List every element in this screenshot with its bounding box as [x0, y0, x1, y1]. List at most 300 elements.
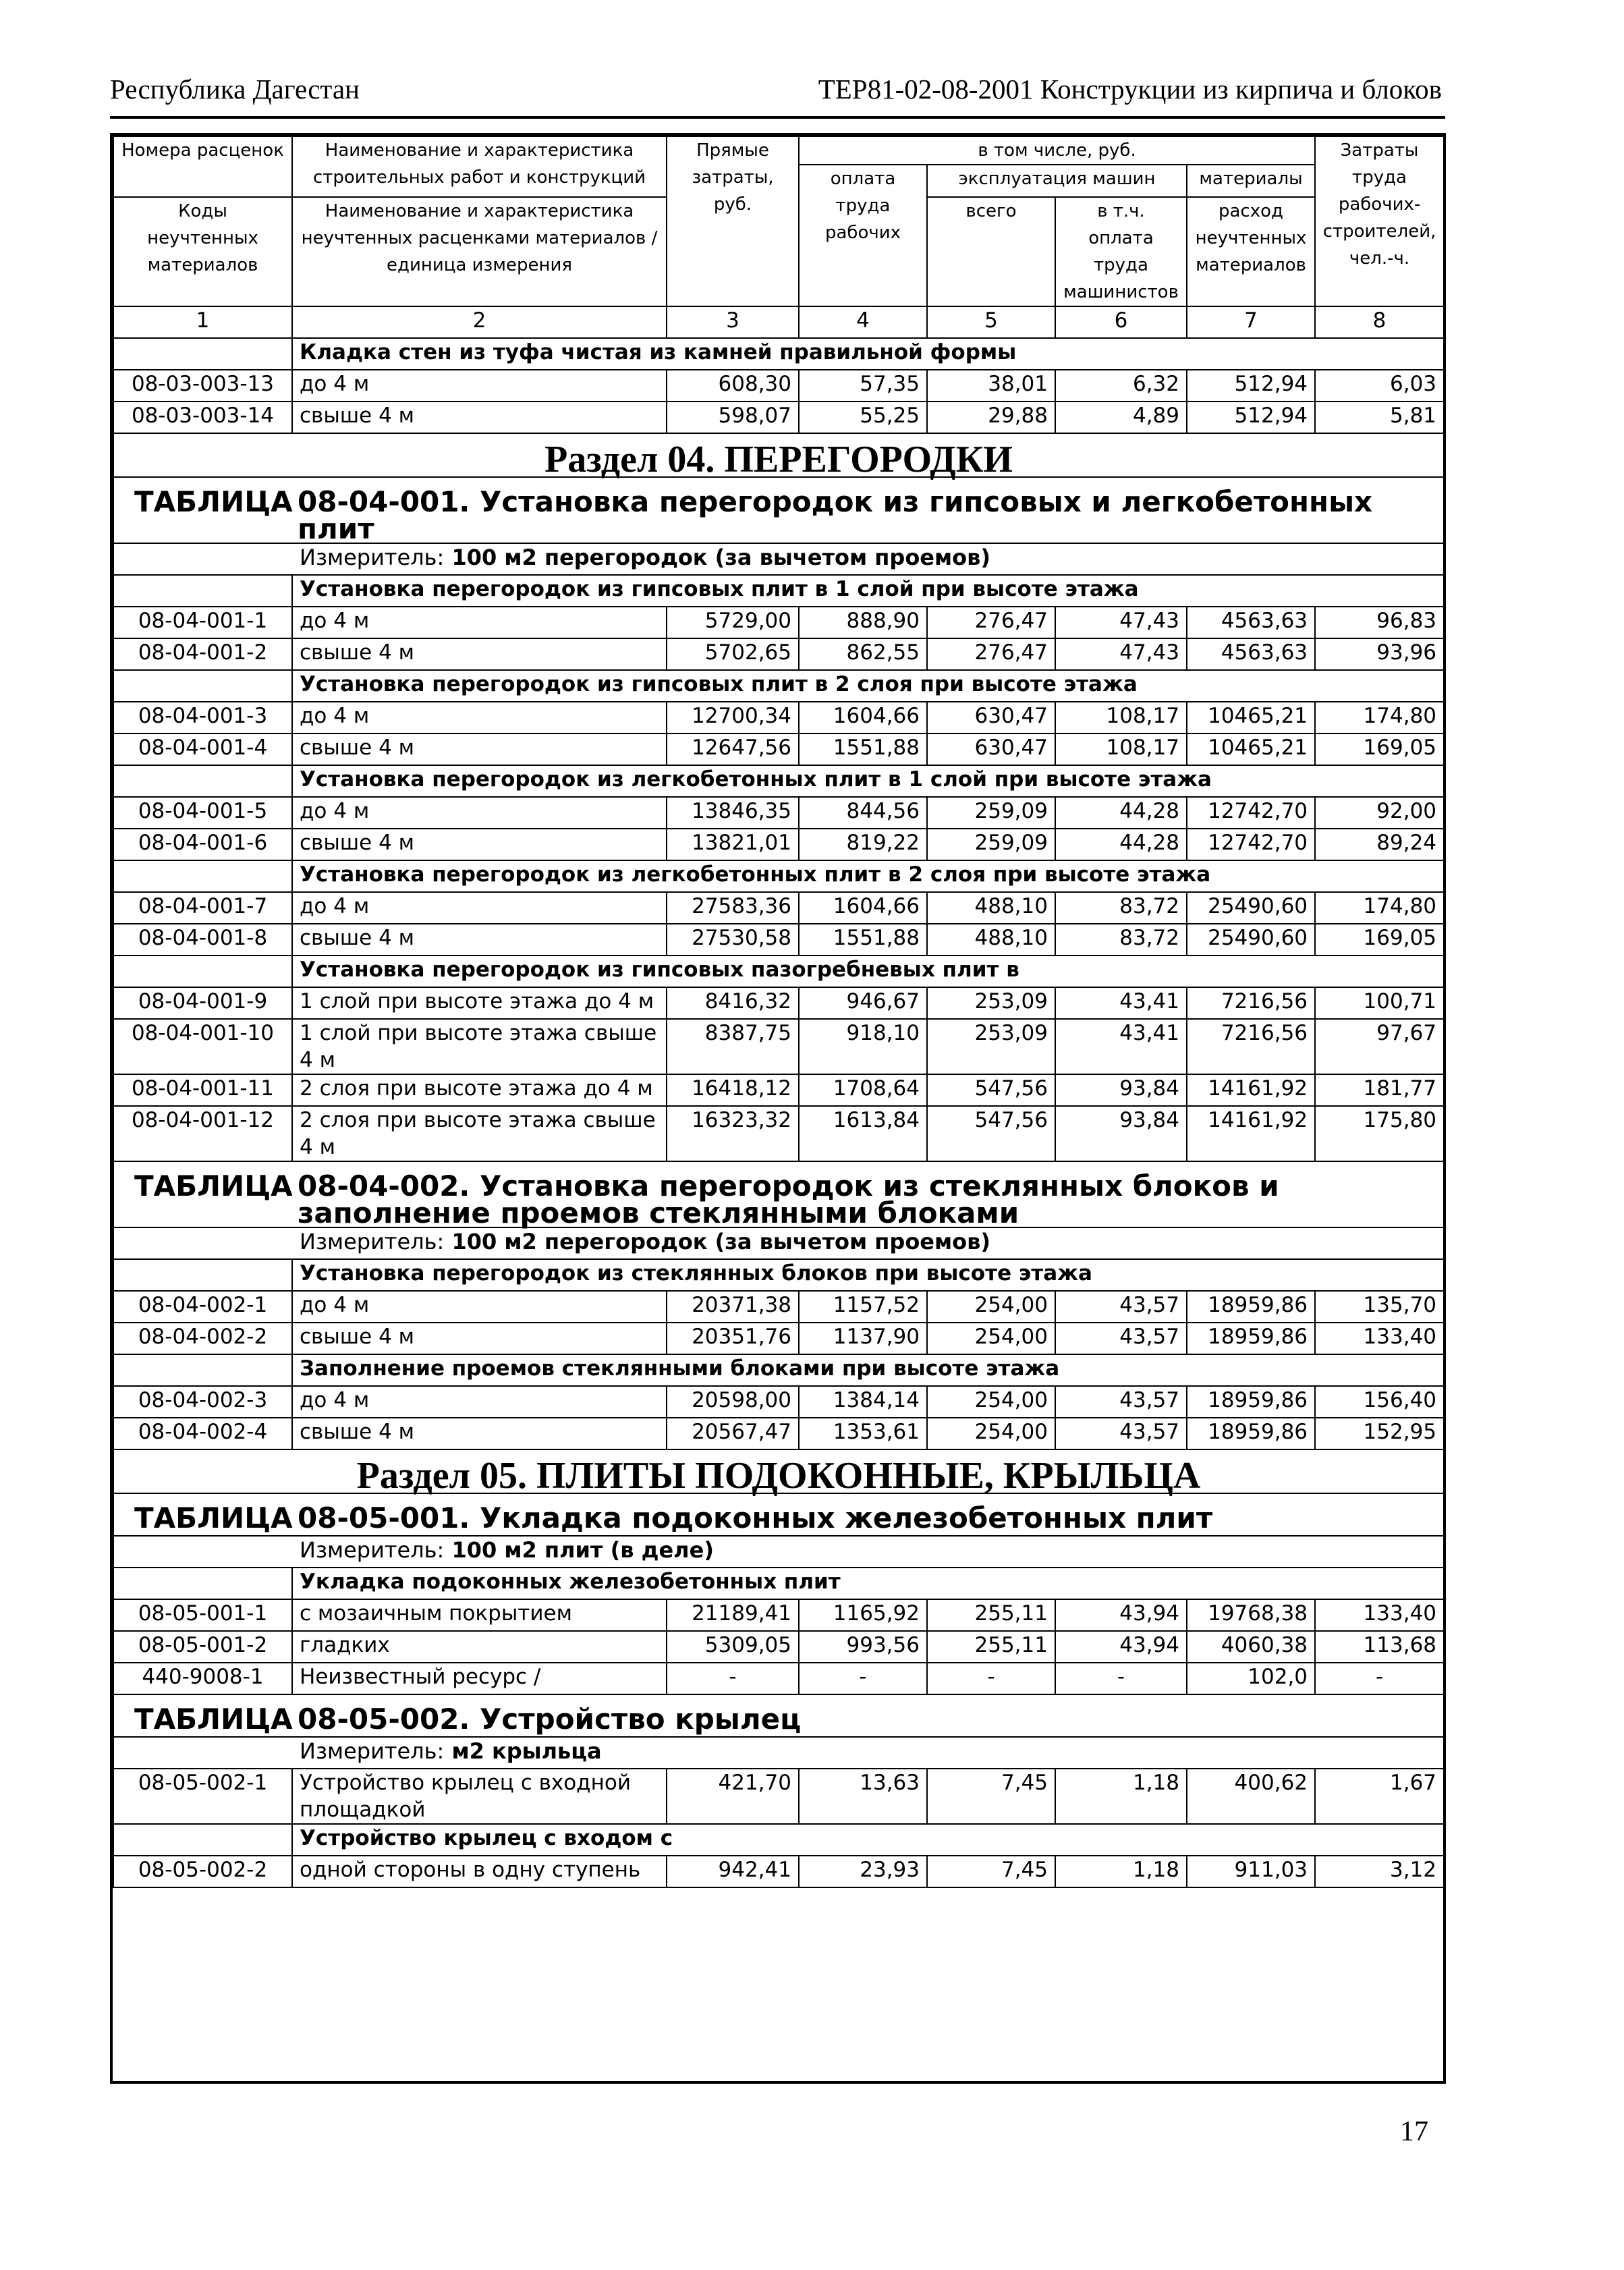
- col-header-material-name: Наименование и характеристика неучтенных расценками материалов / единица измерения: [292, 197, 667, 306]
- cell-operator-pay: 43,94: [1055, 1599, 1187, 1631]
- col-header-rate-numbers: Номера расценок: [113, 136, 292, 197]
- cell-materials-cost: 4060,38: [1187, 1631, 1315, 1663]
- cell-worker-pay: 1604,66: [799, 702, 927, 733]
- cell-materials-cost: 102,0: [1187, 1663, 1315, 1694]
- cell-work-description: свыше 4 м: [292, 1418, 667, 1449]
- cell-rate-code: 08-05-001-1: [113, 1599, 292, 1631]
- cell-direct-cost: 421,70: [667, 1769, 799, 1824]
- cell-direct-cost: 16323,32: [667, 1106, 799, 1161]
- subheading-label: Установка перегородок из стеклянных блоков при высоте этажа: [292, 1259, 1444, 1291]
- cell-worker-pay: 1353,61: [799, 1418, 927, 1449]
- table-row: [113, 1323, 1444, 1354]
- cell-rate-code: 08-04-001-8: [113, 924, 292, 956]
- cell-machines-total: 254,00: [927, 1418, 1055, 1449]
- cell-labor-hours: 156,40: [1315, 1386, 1444, 1418]
- subheading-spacer: [113, 956, 292, 987]
- cell-operator-pay: 43,94: [1055, 1631, 1187, 1663]
- cell-work-description: свыше 4 м: [292, 638, 667, 670]
- cell-materials-cost: 911,03: [1187, 1856, 1315, 1887]
- table-title: [113, 1694, 1444, 1737]
- cell-rate-code: 08-03-003-13: [113, 370, 292, 402]
- cell-materials-cost: 25490,60: [1187, 924, 1315, 956]
- column-number: 2: [292, 306, 667, 338]
- cell-operator-pay: 108,17: [1055, 702, 1187, 733]
- cell-worker-pay: 1604,66: [799, 892, 927, 924]
- cell-worker-pay: -: [799, 1663, 927, 1694]
- cell-machines-total: 253,09: [927, 987, 1055, 1019]
- col-header-machines: эксплуатация машин: [927, 165, 1187, 197]
- measurer-row: [113, 543, 1444, 575]
- subheading-row: [113, 575, 1444, 607]
- col-header-operator-pay: в т.ч. оплата труда машинистов: [1055, 197, 1187, 306]
- cell-labor-hours: 100,71: [1315, 987, 1444, 1019]
- col-header-work-name: Наименование и характеристика строительных работ и конструкций: [292, 136, 667, 197]
- measurer-row: [113, 1227, 1444, 1259]
- cell-labor-hours: 169,05: [1315, 733, 1444, 765]
- cell-machines-total: 254,00: [927, 1291, 1055, 1323]
- cell-direct-cost: 5702,65: [667, 638, 799, 670]
- cell-direct-cost: -: [667, 1663, 799, 1694]
- cell-labor-hours: 1,67: [1315, 1769, 1444, 1824]
- cell-direct-cost: 598,07: [667, 402, 799, 433]
- cell-worker-pay: 819,22: [799, 829, 927, 860]
- subheading-spacer: [113, 575, 292, 607]
- cell-machines-total: 255,11: [927, 1599, 1055, 1631]
- cell-materials-cost: 10465,21: [1187, 733, 1315, 765]
- subheading-label: Укладка подоконных железобетонных плит: [292, 1568, 1444, 1599]
- measurer-unit: 100 м2 перегородок (за вычетом проемов): [451, 1229, 991, 1254]
- col-header-materials: материалы: [1187, 165, 1315, 197]
- cell-work-description: до 4 м: [292, 892, 667, 924]
- cell-machines-total: 547,56: [927, 1074, 1055, 1106]
- cell-worker-pay: 1551,88: [799, 924, 927, 956]
- cell-rate-code: 08-04-001-6: [113, 829, 292, 860]
- cell-rate-code: 08-04-001-12: [113, 1106, 292, 1161]
- cell-labor-hours: 152,95: [1315, 1418, 1444, 1449]
- cell-machines-total: 254,00: [927, 1323, 1055, 1354]
- table-row: [113, 370, 1444, 402]
- subheading-spacer: [113, 765, 292, 797]
- cell-labor-hours: 133,40: [1315, 1599, 1444, 1631]
- cell-work-description: 2 слоя при высоте этажа свыше 4 м: [292, 1106, 667, 1161]
- measurer-unit: 100 м2 плит (в деле): [451, 1537, 714, 1563]
- cell-direct-cost: 942,41: [667, 1856, 799, 1887]
- cell-direct-cost: 13846,35: [667, 797, 799, 829]
- header-region: Республика Дагестан: [110, 74, 360, 105]
- cell-work-description: до 4 м: [292, 370, 667, 402]
- header-document-code: ТЕР81-02-08-2001 Конструкции из кирпича и блоков: [818, 74, 1442, 105]
- cell-work-description: до 4 м: [292, 1386, 667, 1418]
- table-row: [113, 1074, 1444, 1106]
- cell-worker-pay: 13,63: [799, 1769, 927, 1824]
- cell-work-description: одной стороны в одну ступень: [292, 1856, 667, 1887]
- cell-rate-code: 08-05-002-1: [113, 1769, 292, 1824]
- cell-operator-pay: 43,41: [1055, 987, 1187, 1019]
- cell-labor-hours: 5,81: [1315, 402, 1444, 433]
- column-number: 4: [799, 306, 927, 338]
- table-row: [113, 1631, 1444, 1663]
- table-row: [113, 1856, 1444, 1887]
- cell-machines-total: 253,09: [927, 1019, 1055, 1074]
- cell-machines-total: 276,47: [927, 607, 1055, 638]
- cell-operator-pay: 47,43: [1055, 638, 1187, 670]
- cell-machines-total: 488,10: [927, 924, 1055, 956]
- table-title-text: 08-05-002. Устройство крылец: [298, 1702, 802, 1736]
- cell-labor-hours: 174,80: [1315, 892, 1444, 924]
- cell-rate-code: 08-05-001-2: [113, 1631, 292, 1663]
- cell-labor-hours: 169,05: [1315, 924, 1444, 956]
- table-row: [113, 1418, 1444, 1449]
- cell-direct-cost: 16418,12: [667, 1074, 799, 1106]
- col-header-worker-pay: оплата труда рабочих: [799, 165, 927, 306]
- subheading-label: Установка перегородок из гипсовых плит в 1 слой при высоте этажа: [292, 575, 1444, 607]
- cell-operator-pay: 44,28: [1055, 797, 1187, 829]
- cell-work-description: Устройство крылец с входной площадкой: [292, 1769, 667, 1824]
- table-row: [113, 1663, 1444, 1694]
- cell-worker-pay: 993,56: [799, 1631, 927, 1663]
- subheading-row: [113, 1824, 1444, 1856]
- col-header-direct-costs: Прямые затраты, руб.: [667, 136, 799, 306]
- subheading-spacer: [113, 1354, 292, 1386]
- cell-worker-pay: 946,67: [799, 987, 927, 1019]
- measurer: [113, 1737, 1444, 1769]
- cell-direct-cost: 20598,00: [667, 1386, 799, 1418]
- cell-rate-code: 08-04-001-11: [113, 1074, 292, 1106]
- subheading-row: [113, 1259, 1444, 1291]
- table-row: [113, 1386, 1444, 1418]
- column-number: 6: [1055, 306, 1187, 338]
- cell-rate-code: 08-04-001-3: [113, 702, 292, 733]
- cell-work-description: свыше 4 м: [292, 1323, 667, 1354]
- column-number: 5: [927, 306, 1055, 338]
- cell-worker-pay: 1137,90: [799, 1323, 927, 1354]
- cell-operator-pay: 43,41: [1055, 1019, 1187, 1074]
- subheading-row: [113, 1568, 1444, 1599]
- subheading-spacer: [113, 1259, 292, 1291]
- cell-direct-cost: 20371,38: [667, 1291, 799, 1323]
- subheading-row: [113, 765, 1444, 797]
- cell-materials-cost: 25490,60: [1187, 892, 1315, 924]
- cell-materials-cost: 7216,56: [1187, 1019, 1315, 1074]
- cell-direct-cost: 13821,01: [667, 829, 799, 860]
- cell-operator-pay: 1,18: [1055, 1856, 1187, 1887]
- cell-work-description: свыше 4 м: [292, 829, 667, 860]
- column-number: 1: [113, 306, 292, 338]
- cell-materials-cost: 14161,92: [1187, 1106, 1315, 1161]
- cell-operator-pay: 93,84: [1055, 1106, 1187, 1161]
- cell-operator-pay: 93,84: [1055, 1074, 1187, 1106]
- table-title-row: [113, 1161, 1444, 1227]
- cell-direct-cost: 608,30: [667, 370, 799, 402]
- cell-work-description: 1 слой при высоте этажа свыше 4 м: [292, 1019, 667, 1074]
- cell-work-description: до 4 м: [292, 607, 667, 638]
- cell-machines-total: 630,47: [927, 733, 1055, 765]
- cell-work-description: до 4 м: [292, 797, 667, 829]
- section-title: Раздел 04. ПЕРЕГОРОДКИ: [113, 433, 1444, 477]
- table-title-row: [113, 1493, 1444, 1536]
- cell-labor-hours: 133,40: [1315, 1323, 1444, 1354]
- cell-materials-cost: 4563,63: [1187, 607, 1315, 638]
- cell-direct-cost: 12647,56: [667, 733, 799, 765]
- cell-machines-total: 547,56: [927, 1106, 1055, 1161]
- table-title: [113, 477, 1444, 543]
- cell-operator-pay: 6,32: [1055, 370, 1187, 402]
- subheading-label: Устройство крылец с входом с: [292, 1824, 1444, 1856]
- table-label: ТАБЛИЦА: [134, 1702, 293, 1736]
- cell-work-description: Неизвестный ресурс /: [292, 1663, 667, 1694]
- subheading-label: Заполнение проемов стеклянными блоками при высоте этажа: [292, 1354, 1444, 1386]
- table-label: ТАБЛИЦА: [134, 1501, 293, 1534]
- cell-work-description: с мозаичным покрытием: [292, 1599, 667, 1631]
- table-title: [113, 1161, 1444, 1227]
- cell-work-description: гладких: [292, 1631, 667, 1663]
- subheading-label: Кладка стен из туфа чистая из камней правильной формы: [292, 338, 1444, 370]
- cell-rate-code: 08-03-003-14: [113, 402, 292, 433]
- cell-labor-hours: 96,83: [1315, 607, 1444, 638]
- table-title-text: 08-04-001. Установка перегородок из гипсовых и легкобетонных плит: [298, 485, 1373, 545]
- col-header-machines-total: всего: [927, 197, 1055, 306]
- page-number: 17: [1400, 2116, 1428, 2147]
- cell-labor-hours: 135,70: [1315, 1291, 1444, 1323]
- col-header-labor: Затраты труда рабочих-строителей, чел.-ч.: [1315, 136, 1444, 306]
- measurer-label: Измеритель:: [300, 1738, 445, 1764]
- cell-operator-pay: 1,18: [1055, 1769, 1187, 1824]
- subheading-label: Установка перегородок из легкобетонных плит в 2 слоя при высоте этажа: [292, 860, 1444, 892]
- table-row: [113, 924, 1444, 956]
- cell-materials-cost: 10465,21: [1187, 702, 1315, 733]
- table-row: [113, 987, 1444, 1019]
- cell-machines-total: 259,09: [927, 829, 1055, 860]
- cell-worker-pay: 1551,88: [799, 733, 927, 765]
- cell-labor-hours: 93,96: [1315, 638, 1444, 670]
- subheading-spacer: [113, 1568, 292, 1599]
- cell-rate-code: 08-04-001-2: [113, 638, 292, 670]
- table-row: [113, 702, 1444, 733]
- col-header-material-usage: расход неучтенных материалов: [1187, 197, 1315, 306]
- cell-direct-cost: 27530,58: [667, 924, 799, 956]
- cell-materials-cost: 14161,92: [1187, 1074, 1315, 1106]
- subheading-row: [113, 860, 1444, 892]
- cell-operator-pay: 44,28: [1055, 829, 1187, 860]
- cell-machines-total: 38,01: [927, 370, 1055, 402]
- measurer: [113, 543, 1444, 575]
- table-row: [113, 733, 1444, 765]
- cell-direct-cost: 20351,76: [667, 1323, 799, 1354]
- cell-machines-total: -: [927, 1663, 1055, 1694]
- rates-table-frame: [110, 133, 1446, 2084]
- table-label: ТАБЛИЦА: [134, 1169, 293, 1202]
- subheading-row: [113, 670, 1444, 702]
- rates-table: [113, 136, 1445, 1888]
- cell-operator-pay: 108,17: [1055, 733, 1187, 765]
- cell-labor-hours: 89,24: [1315, 829, 1444, 860]
- cell-work-description: 2 слоя при высоте этажа до 4 м: [292, 1074, 667, 1106]
- cell-operator-pay: 47,43: [1055, 607, 1187, 638]
- cell-machines-total: 630,47: [927, 702, 1055, 733]
- cell-rate-code: 08-04-002-4: [113, 1418, 292, 1449]
- cell-operator-pay: -: [1055, 1663, 1187, 1694]
- cell-rate-code: 08-04-001-7: [113, 892, 292, 924]
- cell-machines-total: 276,47: [927, 638, 1055, 670]
- cell-rate-code: 08-04-001-10: [113, 1019, 292, 1074]
- cell-direct-cost: 27583,36: [667, 892, 799, 924]
- cell-worker-pay: 918,10: [799, 1019, 927, 1074]
- measurer-unit: 100 м2 перегородок (за вычетом проемов): [451, 545, 991, 570]
- cell-rate-code: 08-04-001-1: [113, 607, 292, 638]
- cell-direct-cost: 12700,34: [667, 702, 799, 733]
- cell-machines-total: 29,88: [927, 402, 1055, 433]
- cell-direct-cost: 5729,00: [667, 607, 799, 638]
- cell-materials-cost: 19768,38: [1187, 1599, 1315, 1631]
- subheading-row: [113, 1354, 1444, 1386]
- cell-materials-cost: 18959,86: [1187, 1291, 1315, 1323]
- cell-machines-total: 259,09: [927, 797, 1055, 829]
- cell-operator-pay: 43,57: [1055, 1291, 1187, 1323]
- table-row: [113, 1769, 1444, 1824]
- measurer-label: Измеритель:: [300, 1537, 445, 1563]
- table-title-text: 08-04-002. Установка перегородок из стеклянных блоков и заполнение проемов стеклянными блоками: [298, 1169, 1279, 1229]
- subheading-row: [113, 338, 1444, 370]
- cell-materials-cost: 12742,70: [1187, 829, 1315, 860]
- cell-materials-cost: 18959,86: [1187, 1323, 1315, 1354]
- measurer-unit: м2 крыльца: [451, 1738, 602, 1764]
- cell-worker-pay: 55,25: [799, 402, 927, 433]
- table-row: [113, 1019, 1444, 1074]
- cell-work-description: свыше 4 м: [292, 924, 667, 956]
- col-header-material-codes: Коды неучтенных материалов: [113, 197, 292, 306]
- subheading-spacer: [113, 860, 292, 892]
- cell-worker-pay: 23,93: [799, 1856, 927, 1887]
- cell-machines-total: 254,00: [927, 1386, 1055, 1418]
- cell-machines-total: 255,11: [927, 1631, 1055, 1663]
- cell-labor-hours: 97,67: [1315, 1019, 1444, 1074]
- cell-worker-pay: 1708,64: [799, 1074, 927, 1106]
- section-row: [113, 433, 1444, 477]
- cell-labor-hours: 113,68: [1315, 1631, 1444, 1663]
- measurer: [113, 1227, 1444, 1259]
- table-row: [113, 1291, 1444, 1323]
- header-rule: [110, 116, 1445, 119]
- table-header-row: [113, 136, 1444, 165]
- cell-rate-code: 08-05-002-2: [113, 1856, 292, 1887]
- subheading-label: Установка перегородок из легкобетонных плит в 1 слой при высоте этажа: [292, 765, 1444, 797]
- table-row: [113, 829, 1444, 860]
- cell-materials-cost: 4563,63: [1187, 638, 1315, 670]
- measurer-label: Измеритель:: [300, 1229, 445, 1254]
- cell-materials-cost: 7216,56: [1187, 987, 1315, 1019]
- table-row: [113, 607, 1444, 638]
- table-title-row: [113, 1694, 1444, 1737]
- measurer-row: [113, 1536, 1444, 1568]
- section-title: Раздел 05. ПЛИТЫ ПОДОКОННЫЕ, КРЫЛЬЦА: [113, 1449, 1444, 1493]
- cell-rate-code: 08-04-002-1: [113, 1291, 292, 1323]
- subheading-label: Установка перегородок из гипсовых плит в 2 слоя при высоте этажа: [292, 670, 1444, 702]
- table-title: [113, 1493, 1444, 1536]
- table-row: [113, 1106, 1444, 1161]
- subheading-row: [113, 956, 1444, 987]
- table-row: [113, 638, 1444, 670]
- cell-direct-cost: 8387,75: [667, 1019, 799, 1074]
- cell-direct-cost: 20567,47: [667, 1418, 799, 1449]
- cell-rate-code: 08-04-002-2: [113, 1323, 292, 1354]
- measurer: [113, 1536, 1444, 1568]
- cell-labor-hours: 174,80: [1315, 702, 1444, 733]
- cell-rate-code: 08-04-001-4: [113, 733, 292, 765]
- cell-work-description: до 4 м: [292, 702, 667, 733]
- cell-machines-total: 7,45: [927, 1856, 1055, 1887]
- cell-labor-hours: 3,12: [1315, 1856, 1444, 1887]
- cell-rate-code: 440-9008-1: [113, 1663, 292, 1694]
- cell-labor-hours: 92,00: [1315, 797, 1444, 829]
- cell-worker-pay: 1384,14: [799, 1386, 927, 1418]
- cell-materials-cost: 512,94: [1187, 370, 1315, 402]
- subheading-spacer: [113, 670, 292, 702]
- table-row: [113, 1599, 1444, 1631]
- cell-operator-pay: 83,72: [1055, 892, 1187, 924]
- subheading-spacer: [113, 1824, 292, 1856]
- cell-operator-pay: 43,57: [1055, 1323, 1187, 1354]
- table-title-row: [113, 477, 1444, 543]
- cell-operator-pay: 83,72: [1055, 924, 1187, 956]
- cell-worker-pay: 888,90: [799, 607, 927, 638]
- cell-worker-pay: 862,55: [799, 638, 927, 670]
- cell-materials-cost: 512,94: [1187, 402, 1315, 433]
- cell-work-description: до 4 м: [292, 1291, 667, 1323]
- cell-rate-code: 08-04-001-5: [113, 797, 292, 829]
- subheading-label: Установка перегородок из гипсовых пазогребневых плит в: [292, 956, 1444, 987]
- cell-worker-pay: 57,35: [799, 370, 927, 402]
- cell-labor-hours: 181,77: [1315, 1074, 1444, 1106]
- cell-operator-pay: 43,57: [1055, 1418, 1187, 1449]
- cell-work-description: свыше 4 м: [292, 402, 667, 433]
- cell-direct-cost: 8416,32: [667, 987, 799, 1019]
- column-number: 3: [667, 306, 799, 338]
- cell-labor-hours: 175,80: [1315, 1106, 1444, 1161]
- cell-materials-cost: 400,62: [1187, 1769, 1315, 1824]
- column-numbers-row: [113, 306, 1444, 338]
- cell-machines-total: 488,10: [927, 892, 1055, 924]
- cell-operator-pay: 43,57: [1055, 1386, 1187, 1418]
- cell-direct-cost: 5309,05: [667, 1631, 799, 1663]
- column-number: 8: [1315, 306, 1444, 338]
- column-number: 7: [1187, 306, 1315, 338]
- cell-machines-total: 7,45: [927, 1769, 1055, 1824]
- cell-direct-cost: 21189,41: [667, 1599, 799, 1631]
- cell-work-description: 1 слой при высоте этажа до 4 м: [292, 987, 667, 1019]
- cell-materials-cost: 12742,70: [1187, 797, 1315, 829]
- table-row: [113, 892, 1444, 924]
- cell-rate-code: 08-04-001-9: [113, 987, 292, 1019]
- col-header-including: в том числе, руб.: [799, 136, 1315, 165]
- section-row: [113, 1449, 1444, 1493]
- cell-worker-pay: 1157,52: [799, 1291, 927, 1323]
- cell-worker-pay: 1613,84: [799, 1106, 927, 1161]
- cell-labor-hours: -: [1315, 1663, 1444, 1694]
- cell-worker-pay: 1165,92: [799, 1599, 927, 1631]
- table-label: ТАБЛИЦА: [134, 485, 293, 518]
- measurer-label: Измеритель:: [300, 545, 445, 570]
- table-row: [113, 797, 1444, 829]
- cell-rate-code: 08-04-002-3: [113, 1386, 292, 1418]
- cell-worker-pay: 844,56: [799, 797, 927, 829]
- cell-work-description: свыше 4 м: [292, 733, 667, 765]
- cell-materials-cost: 18959,86: [1187, 1386, 1315, 1418]
- table-title-text: 08-05-001. Укладка подоконных железобетонных плит: [298, 1501, 1213, 1534]
- table-row: [113, 402, 1444, 433]
- cell-labor-hours: 6,03: [1315, 370, 1444, 402]
- cell-materials-cost: 18959,86: [1187, 1418, 1315, 1449]
- cell-operator-pay: 4,89: [1055, 402, 1187, 433]
